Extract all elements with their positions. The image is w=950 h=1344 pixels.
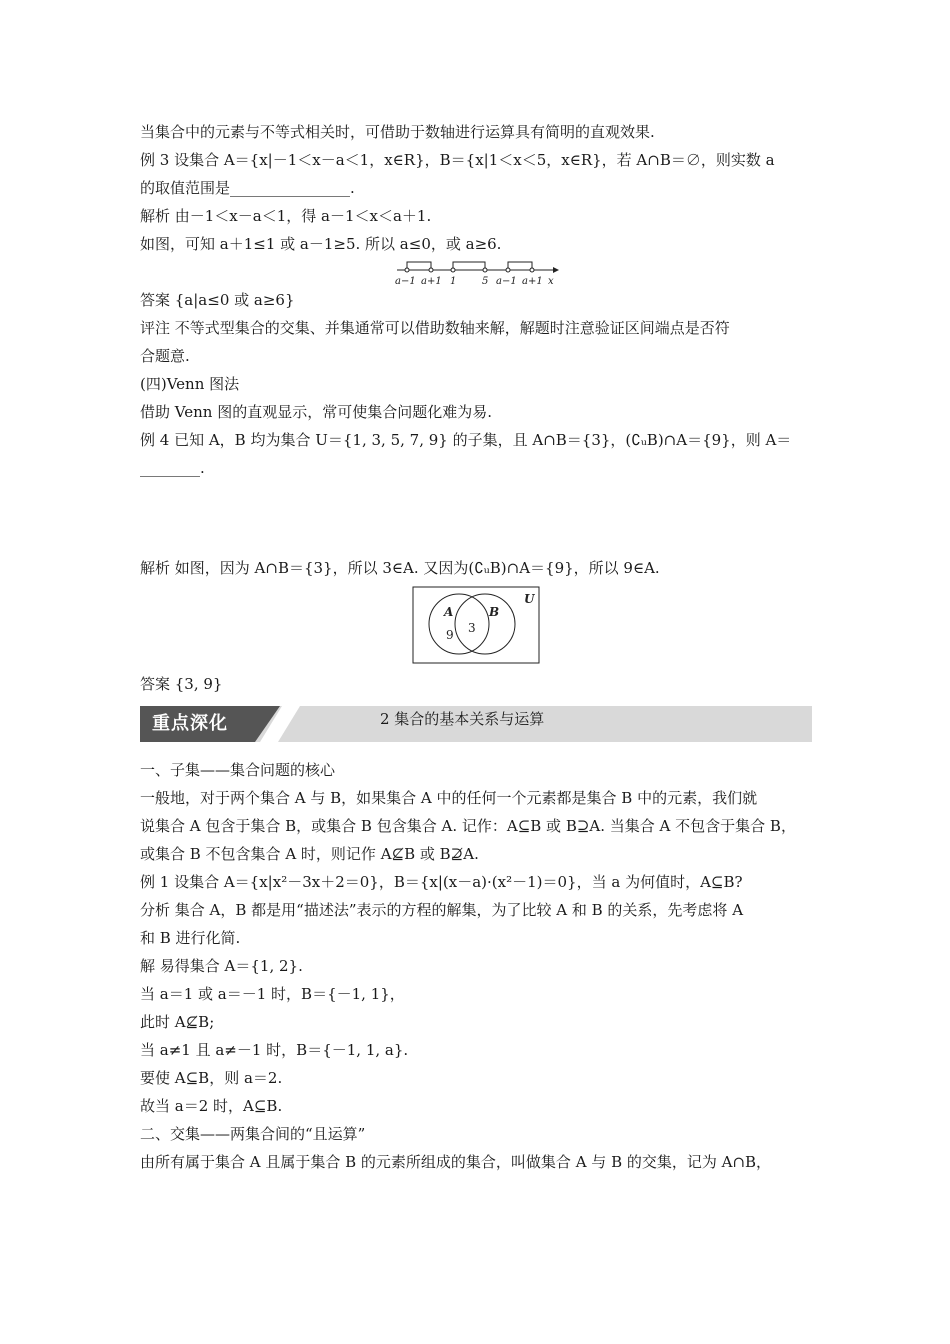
example-4-blank-line: ________. [140,459,205,477]
document-page [140,118,812,1176]
solution-line: 解 易得集合 A＝{1, 2}. [140,957,303,975]
tick-label: a+1 [522,276,543,286]
interval-box [407,262,431,270]
spacer [140,482,812,554]
venn-figure [140,582,812,670]
universe-label: U [524,592,535,606]
paragraph-line: 由所有属于集合 A 且属于集合 B 的元素所组成的集合，叫做集合 A 与 B 的交集，记为 A∩B， [140,1153,772,1171]
axis-arrow-icon [553,267,559,273]
venn-diagram [412,586,540,664]
set-b-label: B [489,605,500,619]
endpoint [451,268,455,272]
number-line-figure [140,258,812,286]
endpoint [483,268,487,272]
solution-line: 要使 A⊆B，则 a＝2. [140,1069,283,1087]
set-b-circle [455,594,515,654]
solution-line: 当 a≠1 且 a≠－1 时，B＝{－1, 1, a}. [140,1041,409,1059]
banner-label: 重点深化 [152,713,228,734]
banner [140,706,812,742]
analysis-line: 和 B 进行化简. [140,929,241,947]
paragraph-line: 当集合中的元素与不等式相关时，可借助于数轴进行运算具有简明的直观效果. [140,123,655,141]
number-line-diagram [395,258,565,286]
paragraph-line: 或集合 B 不包含集合 A 时，则记作 A⊈B 或 B⊉A. [140,845,479,863]
section-heading: 二、交集——两集合间的“且运算” [140,1125,366,1143]
example-3-line: 例 3 设集合 A＝{x|－1＜x－a＜1，x∈R}，B＝{x|1＜x＜5，x∈R}，若 A∩B＝∅，则实数 a [140,151,775,169]
endpoint [429,268,433,272]
solution-line: 此时 A⊈B; [140,1013,215,1031]
set-a-circle [429,594,489,654]
example-4-line: 例 4 已知 A，B 均为集合 U＝{1, 3, 5, 7, 9} 的子集，且 A∩B＝{3}，(∁ᵤB)∩A＝{9}，则 A＝ [140,431,792,449]
set-a-label: A [444,605,454,619]
analysis-line: 解析 如图，因为 A∩B＝{3}，所以 3∈A. 又因为(∁ᵤB)∩A＝{9}，所以 9∈A. [140,559,660,577]
answer-line: 答案 {3, 9} [140,675,223,693]
analysis-line: 分析 集合 A，B 都是用“描述法”表示的方程的解集，为了比较 A 和 B 的关系，先考虑将 A [140,901,744,919]
paragraph-line: 一般地，对于两个集合 A 与 B，如果集合 A 中的任何一个元素都是集合 B 中的元素，我们就 [140,789,758,807]
endpoint [530,268,534,272]
a-only-value: 9 [446,628,454,642]
endpoint [405,268,409,272]
universe-rect [413,587,539,663]
tick-label: 1 [450,276,457,286]
solution-line: 当 a＝1 或 a＝－1 时，B＝{－1, 1}， [140,985,405,1003]
example-1-line: 例 1 设集合 A＝{x|x²－3x＋2＝0}，B＝{x|(x－a)·(x²－1)＝0}，当 a 为何值时，A⊆B? [140,873,743,891]
spacer [140,742,812,756]
comment-line: 评注 不等式型集合的交集、并集通常可以借助数轴来解，解题时注意验证区间端点是否符 [140,319,730,337]
section-heading: 一、子集——集合问题的核心 [140,761,336,779]
banner-title: 2 集合的基本关系与运算 [380,710,545,728]
paragraph-line: 说集合 A 包含于集合 B，或集合 B 包含集合 A. 记作：A⊆B 或 B⊇A. 当集合 A 不包含于集合 B， [140,817,796,835]
tick-label: 5 [482,276,489,286]
tick-label: x [548,276,554,286]
analysis-line: 解析 由－1＜x－a＜1，得 a－1＜x＜a＋1. [140,207,432,225]
interval-box [508,262,532,270]
analysis-line: 如图，可知 a＋1≤1 或 a－1≥5. 所以 a≤0，或 a≥6. [140,235,502,253]
tick-label: a+1 [421,276,442,286]
section-heading: (四)Venn 图法 [140,375,240,393]
example-3-blank-line: 的取值范围是________________. [140,179,355,197]
comment-line: 合题意. [140,347,190,365]
answer-line: 答案 {a|a≤0 或 a≥6} [140,291,295,309]
intersection-value: 3 [468,621,476,635]
solution-line: 故当 a＝2 时，A⊆B. [140,1097,283,1115]
paragraph-line: 借助 Venn 图的直观显示，常可使集合问题化难为易. [140,403,492,421]
section-banner [140,706,812,742]
tick-label: a−1 [395,276,416,286]
endpoint [506,268,510,272]
interval-box [453,262,485,270]
spacer [140,698,812,706]
tick-label: a−1 [496,276,517,286]
